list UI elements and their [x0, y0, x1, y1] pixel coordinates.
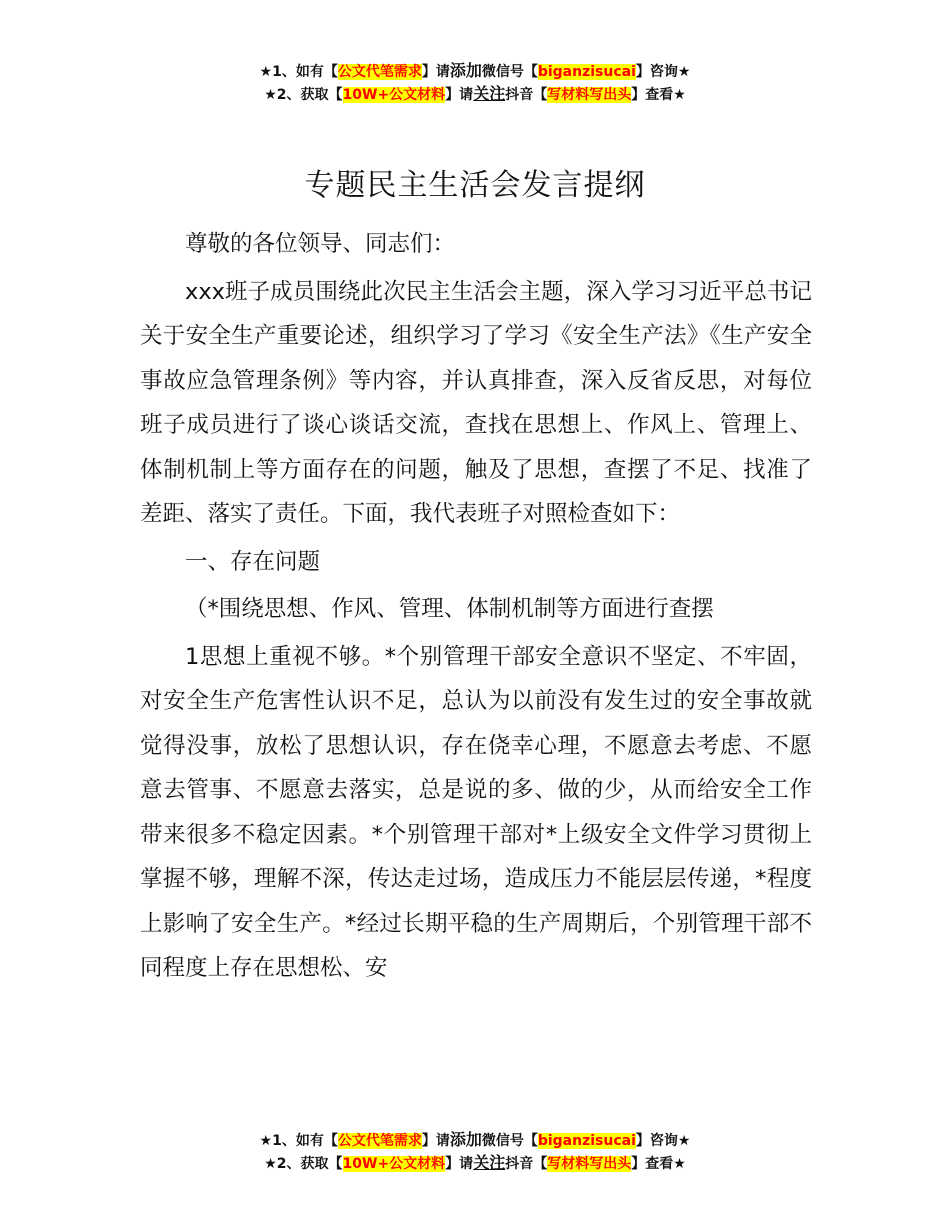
banner-text: 抖音【	[505, 87, 548, 103]
section-note: （*围绕思想、作风、管理、体制机制等方面进行查摆	[185, 596, 714, 622]
banner-emphasis: 添加	[449, 61, 482, 80]
banner-text: ★2、获取【	[264, 1156, 343, 1172]
banner-text: 】查看★	[631, 1156, 686, 1172]
intro-paragraph: xxx班子成员围绕此次民主生活会主题，深入学习习近平总书记关于安全生产重要论述，组织学习了学习《安全生产法》《生产安全事故应急管理条例》等内容，并认真排查，深入反省反思，对每位班子成员进行了谈心谈话交流，查找在思想上、作风上、管理上、体制机制上等方面存在的问题，触及了思想，查摆了不足、找准了差距、落实了责任。下面，我代表班子对照检查如下：	[140, 278, 812, 527]
banner-highlight: biganzisucai	[537, 1133, 636, 1149]
banner-highlight: 公文代笔需求	[337, 64, 422, 80]
banner-highlight: 写材料写出头	[547, 1156, 632, 1172]
banner-line-1	[0, 60, 950, 83]
banner-emphasis: 添加	[449, 1130, 482, 1149]
document-body	[140, 222, 812, 991]
salutation: 尊敬的各位领导、同志们：	[185, 231, 456, 257]
banner-highlight: 10W+公文材料	[342, 1156, 446, 1172]
banner-text: 】请	[421, 1133, 450, 1149]
banner-highlight: biganzisucai	[537, 64, 636, 80]
document-title: 专题民主生活会发言提纲	[304, 168, 646, 203]
banner-text: 抖音【	[505, 1156, 548, 1172]
banner-line-2	[0, 83, 950, 106]
banner-text: 】请	[421, 64, 450, 80]
banner-highlight: 写材料写出头	[547, 87, 632, 103]
bottom-banner	[0, 1129, 950, 1175]
banner-line-1	[0, 1129, 950, 1152]
section-heading: 一、存在问题	[185, 548, 321, 575]
top-banner	[0, 60, 950, 106]
banner-line-2	[0, 1152, 950, 1175]
banner-text: 】请	[445, 87, 474, 103]
banner-text: 微信号【	[481, 64, 538, 80]
banner-emphasis: 关注	[473, 1153, 506, 1172]
banner-text: ★1、如有【	[259, 1133, 338, 1149]
banner-text: 】查看★	[631, 87, 686, 103]
banner-text: 】咨询★	[635, 1133, 691, 1149]
banner-text: 微信号【	[481, 1133, 538, 1149]
banner-highlight: 10W+公文材料	[342, 87, 446, 103]
body-paragraph: 1思想上重视不够。*个别管理干部安全意识不坚定、不牢固，对安全生产危害性认识不足，总认为以前没有发生过的安全事故就觉得没事，放松了思想认识，存在侥幸心理，不愿意去考虑、不愿意去管事、不愿意去落实，总是说的多、做的少，从而给安全工作带来很多不稳定因素。*个别管理干部对*上级安全文件学习贯彻上掌握不够，理解不深，传达走过场，造成压力不能层层传递，*程度上影响了安全生产。*经过长期平稳的生产周期后，个别管理干部不同程度上存在思想松、安	[140, 643, 812, 981]
banner-emphasis: 关注	[473, 84, 506, 103]
banner-text: ★2、获取【	[264, 87, 343, 103]
banner-text: 】请	[445, 1156, 474, 1172]
banner-highlight: 公文代笔需求	[337, 1133, 422, 1149]
banner-text: ★1、如有【	[259, 64, 338, 80]
banner-text: 】咨询★	[635, 64, 691, 80]
